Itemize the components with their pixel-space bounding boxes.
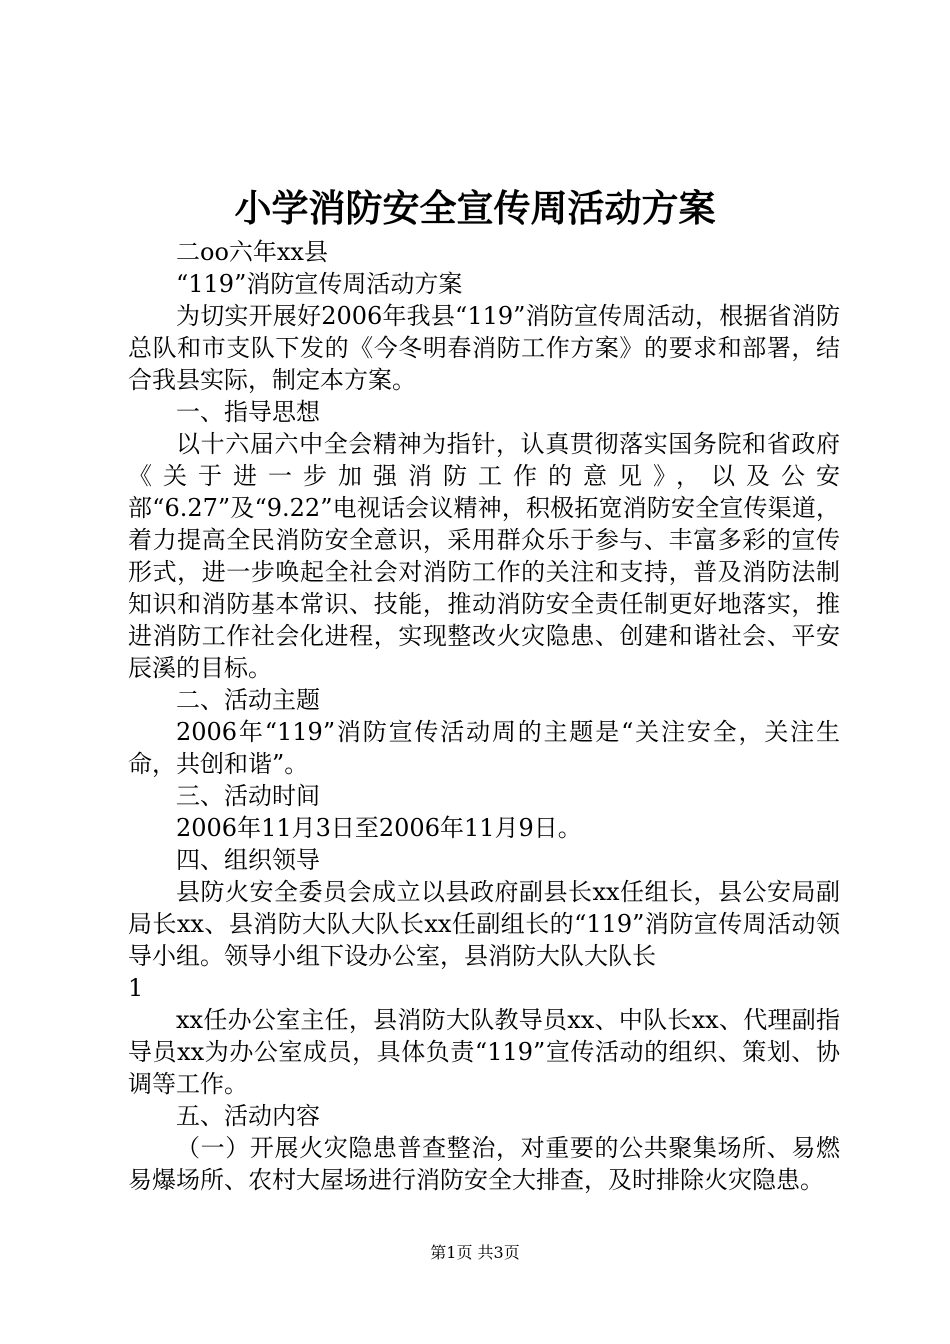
section-heading-time: 三、活动时间 xyxy=(176,782,320,810)
section-heading-guiding: 一、指导思想 xyxy=(176,398,320,426)
document-title: 小学消防安全宣传周活动方案 xyxy=(234,186,716,230)
section-heading-leadership: 四、组织领导 xyxy=(176,846,320,874)
theme-paragraph: 2006年“119”消防宣传活动周的主题是“关注安全，关注生命，共创和谐”。 xyxy=(128,718,840,778)
intro-paragraph: 为切实开展好2006年我县“119”消防宣传周活动，根据省消防总队和市支队下发的《今冬明春消防工作方案》的要求和部署，结合我县实际，制定本方案。 xyxy=(128,302,840,394)
header-line-year: 二oo六年xx县 xyxy=(176,238,328,266)
page-break-number: 1 xyxy=(128,974,144,1002)
page-footer: 第1页 共3页 xyxy=(430,1243,520,1262)
header-line-plan: “119”消防宣传周活动方案 xyxy=(176,270,463,298)
time-paragraph: 2006年11月3日至2006年11月9日。 xyxy=(176,814,582,842)
guiding-paragraph: 以十六届六中全会精神为指针，认真贯彻落实国务院和省政府《关于进一步加强消防工作的意见》，以及公安部“6.27”及“9.22”电视话会议精神，积极拓宽消防安全宣传渠道，着力提高全民消防安全意识，采用群众乐于参与、丰富多彩的宣传形式，进一步唤起全社会对消防工作的关注和支持，普及消防法制知识和消防基本常识、技能，推动消防安全责任制更好地落实，推进消防工作社会化进程，实现整改火灾隐患、创建和谐社会、平安辰溪的目标。 xyxy=(128,430,840,682)
section-heading-theme: 二、活动主题 xyxy=(176,686,320,714)
section-heading-content: 五、活动内容 xyxy=(176,1102,320,1130)
office-paragraph: xx任办公室主任，县消防大队教导员xx、中队长xx、代理副指导员xx为办公室成员，具体负责“119”宣传活动的组织、策划、协调等工作。 xyxy=(128,1006,840,1098)
leadership-paragraph: 县防火安全委员会成立以县政府副县长xx任组长，县公安局副局长xx、县消防大队大队长xx任副组长的“119”消防宣传周活动领导小组。领导小组下设办公室，县消防大队大队长 xyxy=(128,878,840,970)
content-item-1: （一）开展火灾隐患普查整治，对重要的公共聚集场所、易燃易爆场所、农村大屋场进行消防安全大排查，及时排除火灾隐患。 xyxy=(128,1134,840,1194)
document-body xyxy=(128,236,840,1196)
